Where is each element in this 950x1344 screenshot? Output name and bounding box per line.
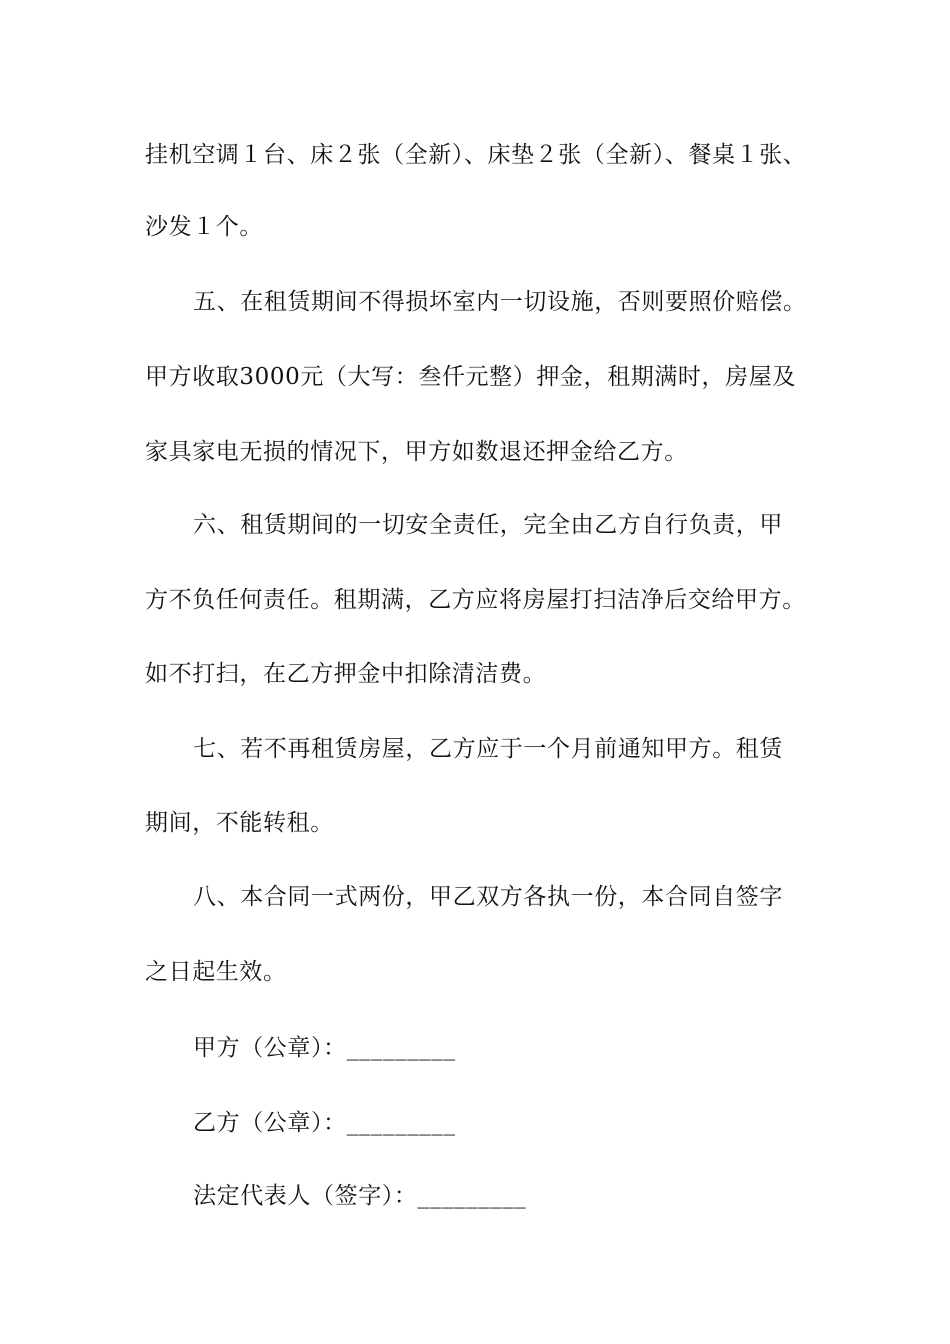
clause-5-line-1: 五、在租赁期间不得损坏室内一切设施，否则要照价赔偿。 xyxy=(193,289,807,315)
clause-7-line-2: 期间，不能转租。 xyxy=(145,810,334,836)
clause-8-line-2: 之日起生效。 xyxy=(145,959,287,985)
clause-5-line-2: 甲方收取3000元（大写：叁仟元整）押金，租期满时，房屋及 xyxy=(145,364,796,390)
clause-5-line-3: 家具家电无损的情况下，甲方如数退还押金给乙方。 xyxy=(145,439,688,465)
party-a-seal-label: 甲方（公章）： xyxy=(193,1035,347,1061)
clause-7-line-1: 七、若不再租赁房屋，乙方应于一个月前通知甲方。租赁 xyxy=(193,736,783,762)
clause-4-line-2: 沙发１个。 xyxy=(145,214,263,240)
clause-6-line-2: 方不负任何责任。租期满，乙方应将房屋打扫洁净后交给甲方。 xyxy=(145,587,806,613)
clause-4-line-1: 挂机空调１台、床２张（全新）、床垫２张（全新）、餐桌１张、 xyxy=(145,142,807,168)
party-b-seal-blank[interactable]: _________ xyxy=(346,1110,456,1136)
clause-8-line-1: 八、本合同一式两份，甲乙双方各执一份，本合同自签字 xyxy=(193,884,783,910)
legal-rep-signature-blank[interactable]: _________ xyxy=(417,1183,527,1209)
legal-rep-signature-label: 法定代表人（签字）： xyxy=(193,1183,418,1209)
party-b-signature-row xyxy=(193,1108,456,1138)
clause-6-line-1: 六、租赁期间的一切安全责任，完全由乙方自行负责，甲 xyxy=(193,512,783,538)
party-a-seal-blank[interactable]: _________ xyxy=(346,1035,456,1061)
party-b-seal-label: 乙方（公章）： xyxy=(193,1110,347,1136)
party-a-signature-row xyxy=(193,1033,456,1063)
legal-rep-signature-row xyxy=(193,1181,526,1211)
clause-6-line-3: 如不打扫，在乙方押金中扣除清洁费。 xyxy=(145,661,547,687)
